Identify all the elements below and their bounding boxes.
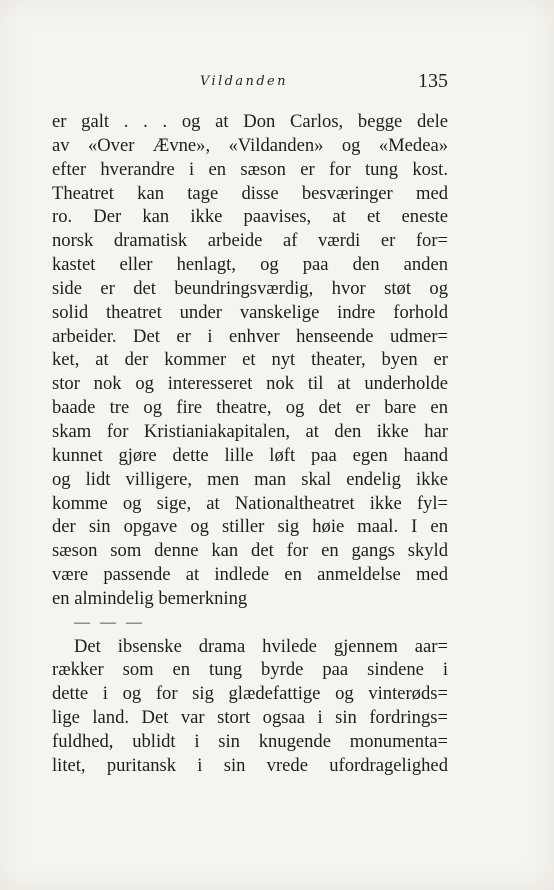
text-line: komme og sige, at Nationaltheatret ikke fyl= — [52, 492, 448, 514]
running-title: Vildanden — [200, 74, 288, 89]
text-line: av «Over Ævne», «Vildanden» og «Medea» — [52, 134, 448, 156]
page-header — [52, 72, 448, 98]
text-line: er galt . . . og at Don Carlos, begge dele — [52, 111, 448, 132]
text-line: norsk dramatisk arbeide af værdi er for= — [52, 230, 448, 252]
text-line: dette i og for sig glædefattige og vinterøds= — [52, 683, 448, 705]
text-line: rækker som en tung byrde paa sindene i — [52, 659, 448, 681]
text-line: ket, at der kommer et nyt theater, byen er — [52, 349, 448, 371]
text-line: side er det beundringsværdig, hvor støt og — [52, 277, 448, 299]
text-line: og lidt villigere, men man skal endelig ikke — [52, 468, 448, 490]
text-line: efter hverandre i en sæson er for tung kost. — [52, 158, 448, 180]
text-line: sæson som denne kan det for en gangs skyld — [52, 540, 448, 562]
section-divider: — — — — [74, 613, 145, 631]
page-number: 135 — [418, 70, 448, 92]
body-text — [52, 110, 448, 778]
text-line: ro. Der kan ikke paavises, at et eneste — [52, 206, 448, 228]
text-line: en almindelig bemerkning — [52, 587, 248, 609]
text-line: Theatret kan tage disse besværinger med — [52, 182, 448, 204]
text-line: baade tre og fire theatre, og det er bare en — [52, 397, 448, 419]
text-line: der sin opgave og stiller sig høie maal. I en — [52, 516, 448, 538]
text-line: kastet eller henlagt, og paa den anden — [52, 254, 448, 276]
text-line: arbeider. Det er i enhver henseende udmer= — [52, 325, 448, 347]
text-line: fuldhed, ublidt i sin knugende monumenta= — [52, 730, 448, 752]
text-line: litet, puritansk i sin vrede ufordragelighed — [52, 754, 448, 776]
text-line: kunnet gjøre dette lille løft paa egen haand — [52, 444, 448, 466]
text-line: lige land. Det var stort ogsaa i sin fordrings= — [52, 707, 448, 729]
text-line: solid theatret under vanskelige indre forhold — [52, 301, 448, 323]
text-line: skam for Kristianiakapitalen, at den ikke har — [52, 420, 448, 442]
text-line: Det ibsenske drama hvilede gjennem aar= — [74, 635, 448, 657]
text-line: stor nok og interesseret nok til at underholde — [52, 373, 448, 395]
text-line: være passende at indlede en anmeldelse med — [52, 564, 448, 586]
